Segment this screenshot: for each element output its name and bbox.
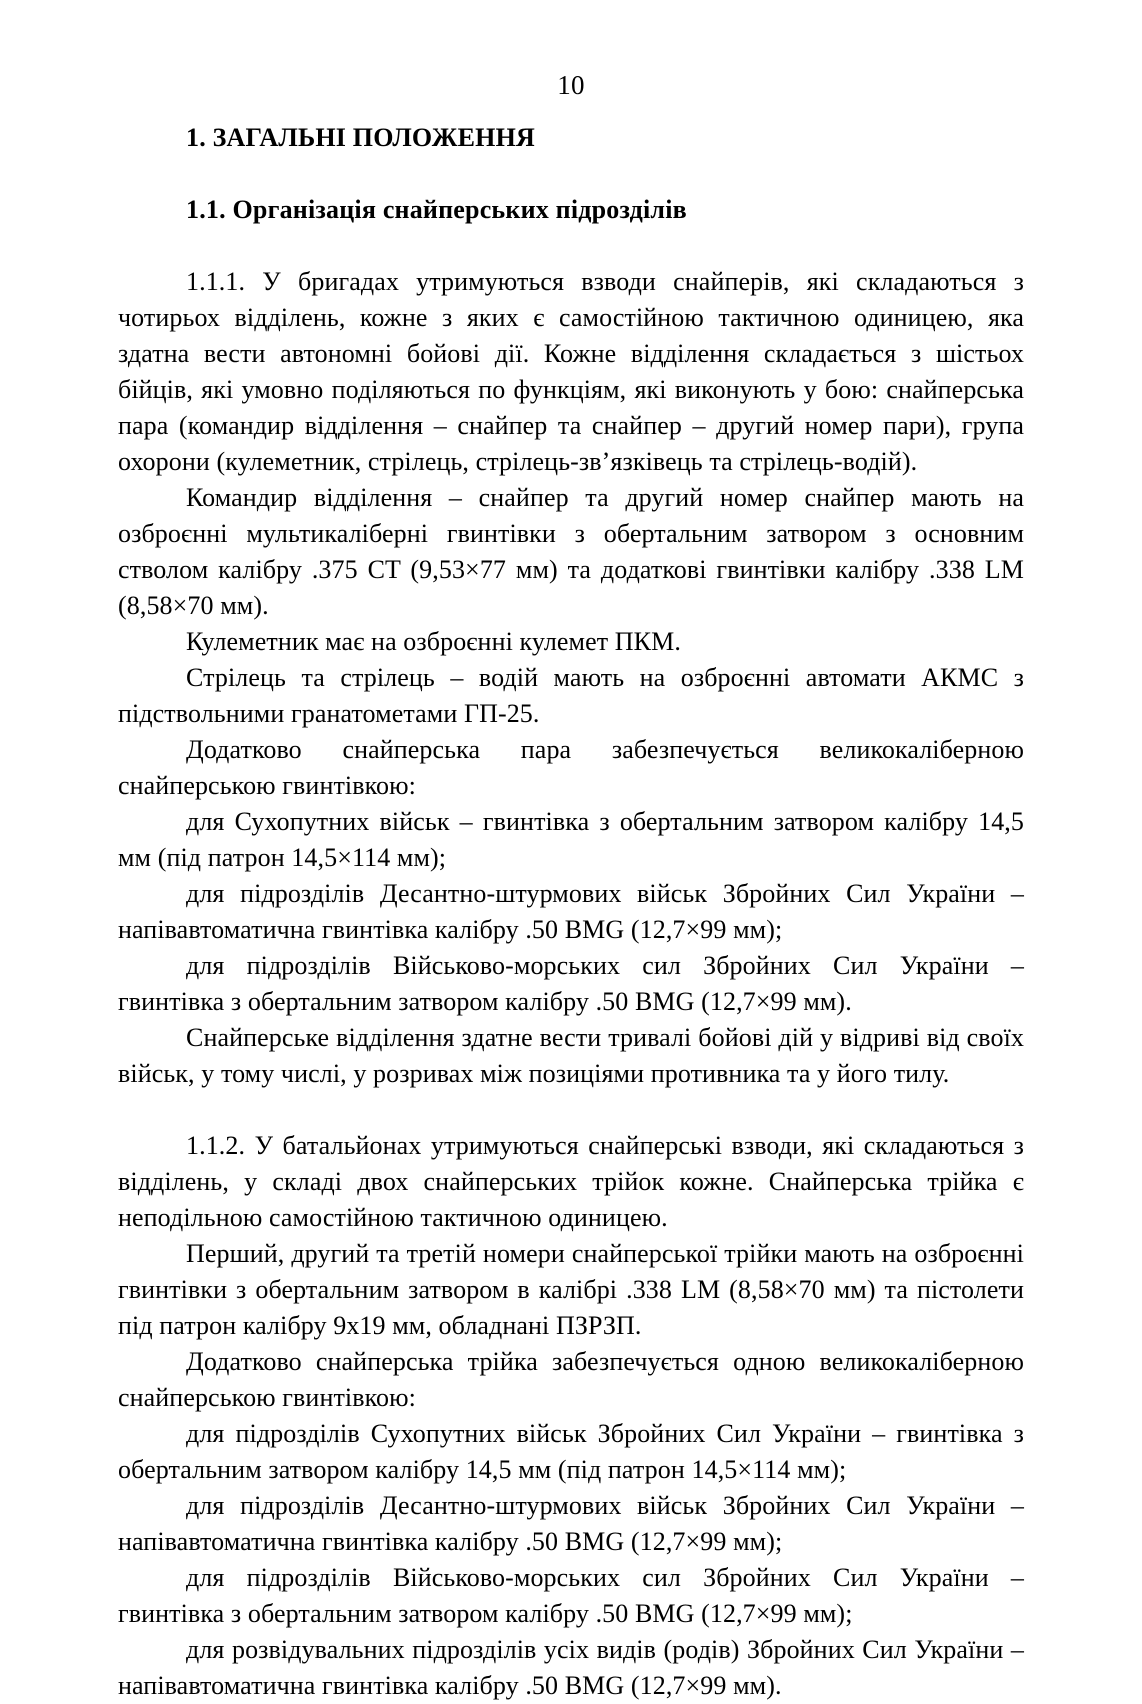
section-heading: 1. ЗАГАЛЬНІ ПОЛОЖЕННЯ [186,123,535,152]
paragraph-1-1-1: 1.1.1. У бригадах утримуються взводи снайперів, які складаються з чотирьох відділень, кожне з яких є самостійною тактичною одиницею, яка здатна вести автономні бойові дії. Кожне відділення складається з шістьох бійців, які умовно поділяються по функціям, які виконують у бою: снайперська пара (командир відділення – снайпер та снайпер – другий номер пари), група охорони (кулеметник, стрілець, стрілець-зв’язківець та стрілець-водій). [118,267,1024,476]
paragraph-machine-gunner: Кулеметник має на озброєнні кулемет ПКМ. [186,627,681,656]
paragraph-triad-naval-forces-rifle: для підрозділів Військово-морських сил Збройних Сил України – гвинтівка з обертальним затвором калібру .50 BMG (12,7×99 мм); [118,1563,1024,1628]
paragraph-triad-armament: Перший, другий та третій номери снайперської трійки мають на озброєнні гвинтівки з обертальним затвором в калібрі .338 LM (8,58×70 мм) та пістолети під патрон калібру 9x19 мм, обладнані ПЗРЗП. [118,1239,1024,1340]
paragraph-air-assault-rifle: для підрозділів Десантно-штурмових військ Збройних Сил України – напівавтоматична гвинтівка калібру .50 BMG (12,7×99 мм); [118,879,1024,944]
paragraph-commander-armament: Командир відділення – снайпер та другий номер снайпер мають на озброєнні мультикаліберні гвинтівки з обертальним затвором з основним стволом калібру .375 CT (9,53×77 мм) та додаткові гвинтівки калібру .338 LM (8,58×70 мм). [118,483,1024,620]
page-number: 10 [557,70,585,100]
paragraph-recon-units-rifle: для розвідувальних підрозділів усіх видів (родів) Збройних Сил України – напівавтоматична гвинтівка калібру .50 BMG (12,7×99 мм). [118,1635,1024,1700]
paragraph-rifleman-driver: Стрілець та стрілець – водій мають на озброєнні автомати АКМС з підствольними гранатометами ГП-25. [118,663,1024,728]
page-content [118,120,1024,1704]
paragraph-spacer [118,1092,1024,1128]
subsection-heading: 1.1. Організація снайперських підрозділів [186,195,687,224]
paragraph-naval-forces-rifle: для підрозділів Військово-морських сил Збройних Сил України – гвинтівка з обертальним затвором калібру .50 BMG (12,7×99 мм). [118,951,1024,1016]
paragraph-squad-autonomy: Снайперське відділення здатне вести тривалі бойові дій у відриві від своїх військ, у тому числі, у розривах між позиціями противника та у його тилу. [118,1023,1024,1088]
paragraph-triad-heavy-rifle-intro: Додатково снайперська трійка забезпечується одною великокаліберною снайперською гвинтівкою: [118,1347,1024,1412]
paragraph-ground-forces-rifle: для Сухопутних військ – гвинтівка з обертальним затвором калібру 14,5 мм (під патрон 14,5×114 мм); [118,807,1024,872]
paragraph-triad-ground-forces-rifle: для підрозділів Сухопутних військ Збройних Сил України – гвинтівка з обертальним затвором калібру 14,5 мм (під патрон 14,5×114 мм); [118,1419,1024,1484]
paragraph-pair-heavy-rifle-intro: Додатково снайперська пара забезпечується великокаліберною снайперською гвинтівкою: [118,735,1024,800]
paragraph-triad-air-assault-rifle: для підрозділів Десантно-штурмових військ Збройних Сил України – напівавтоматична гвинтівка калібру .50 BMG (12,7×99 мм); [118,1491,1024,1556]
paragraph-1-1-2: 1.1.2. У батальйонах утримуються снайперські взводи, які складаються з відділень, у складі двох снайперських трійок кожне. Снайперська трійка є неподільною самостійною тактичною одиницею. [118,1131,1024,1232]
